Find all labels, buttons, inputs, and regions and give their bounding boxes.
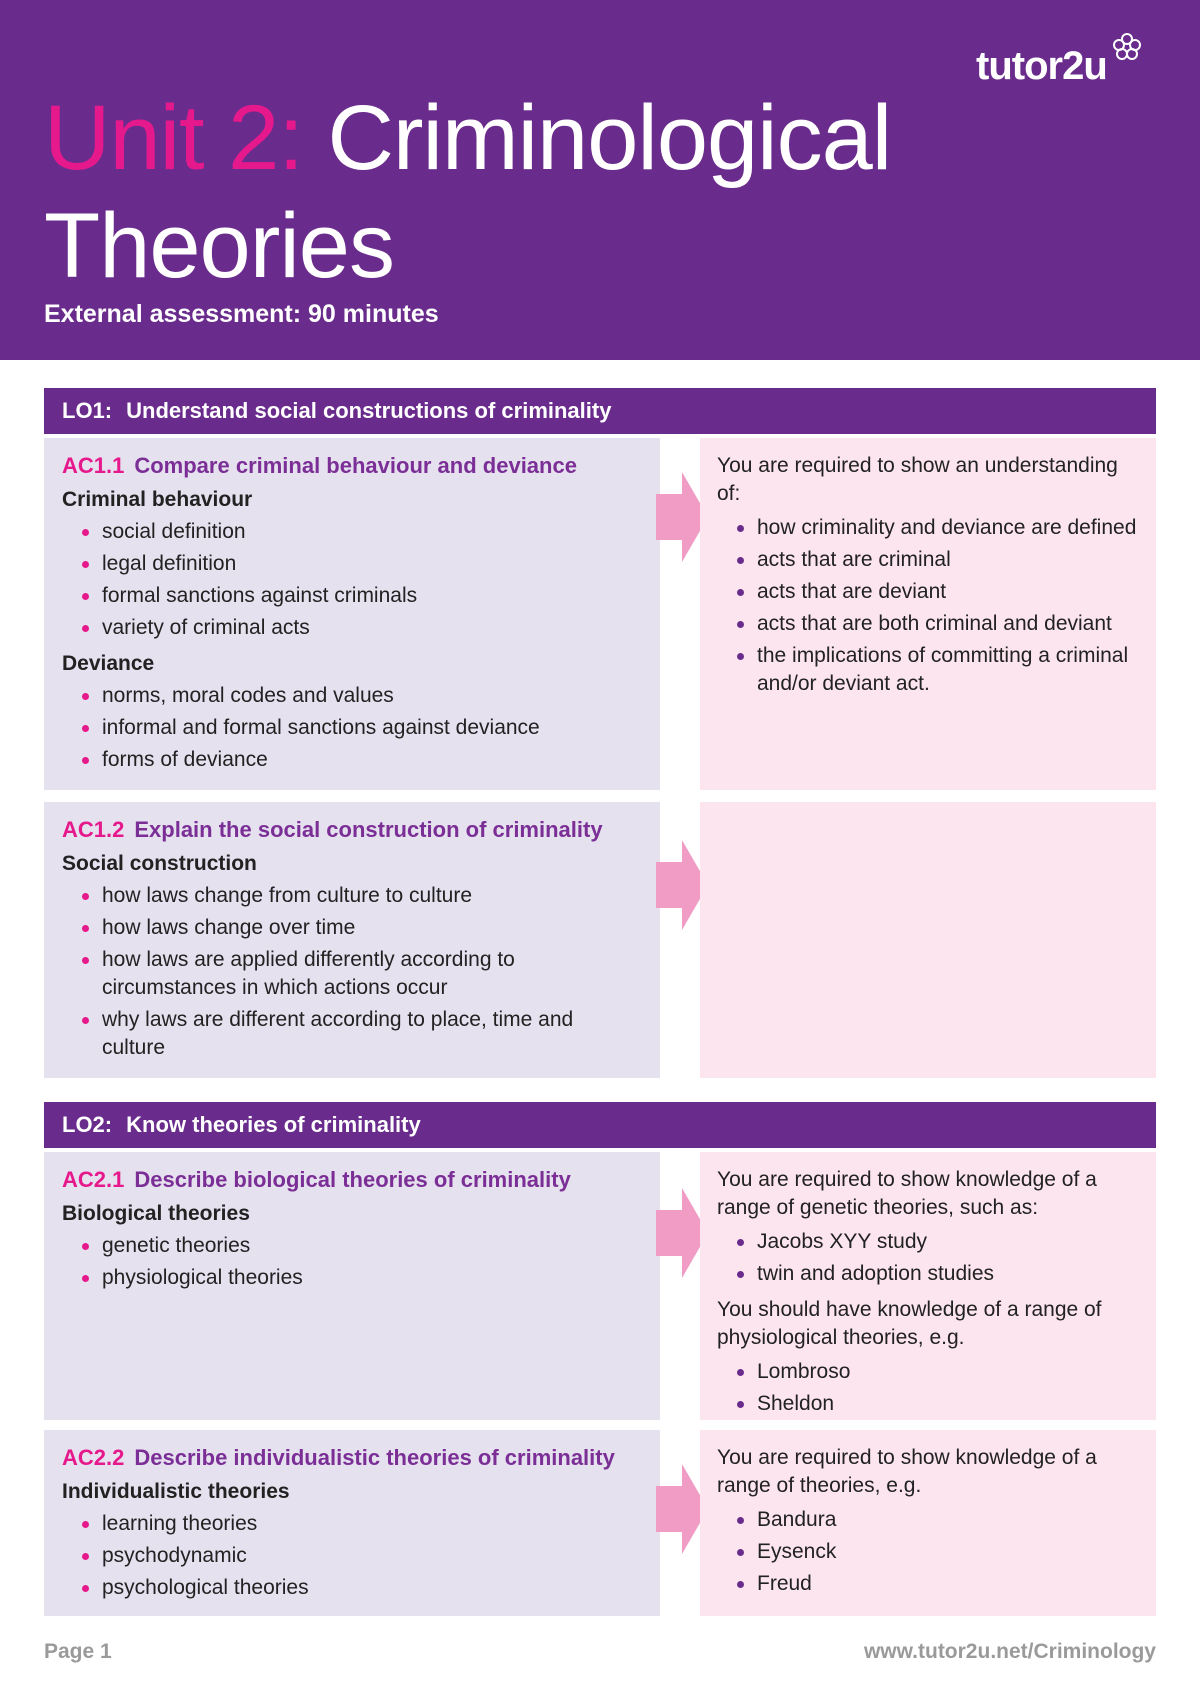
ac2-1-title-text: Describe biological theories of criminality [134,1167,571,1192]
list-item: why laws are different according to place, time and culture [62,1006,642,1062]
page-title [44,84,944,300]
list-item: how criminality and deviance are defined [717,514,1139,542]
lo1-bar [44,388,1156,434]
biological-theories-heading: Biological theories [62,1202,250,1225]
individualistic-theories-list [62,1510,642,1602]
list-item: forms of deviance [62,746,642,774]
theorists-list [717,1506,1139,1598]
ac2-2-requirements [700,1430,1156,1616]
list-item: informal and formal sanctions against deviance [62,714,642,742]
list-item: psychological theories [62,1574,642,1602]
website-url[interactable]: www.tutor2u.net/Criminology [863,1640,1156,1663]
ac2-2-box [44,1430,660,1616]
lo2-code: LO2: [62,1112,113,1137]
deviance-list [62,682,642,774]
genetic-intro: You are required to show knowledge of a range of genetic theories, such as: [717,1168,1097,1219]
ac1-1-title [62,452,642,480]
title-rest: Criminological Theories [44,87,892,297]
page-number: Page 1 [44,1640,112,1663]
list-item: Bandura [717,1506,1139,1534]
flower-icon [1112,32,1142,62]
list-item: acts that are criminal [717,546,1139,574]
ac2-1-requirements [700,1152,1156,1420]
list-item: legal definition [62,550,642,578]
ac2-1-title [62,1166,642,1194]
ac1-1-code: AC1.1 [62,453,125,478]
ac1-2-code: AC1.2 [62,817,125,842]
ac1-1-requirements [700,438,1156,790]
list-item: how laws change from culture to culture [62,882,642,910]
lo1-code: LO1: [62,398,113,423]
ac2-2-code: AC2.2 [62,1445,125,1470]
list-item: learning theories [62,1510,642,1538]
physiological-intro: You should have knowledge of a range of physiological theories, e.g. [717,1298,1102,1349]
criminal-behaviour-list [62,518,642,642]
page-header [0,0,1200,360]
list-item: formal sanctions against criminals [62,582,642,610]
lo2-title: Know theories of criminality [126,1112,421,1137]
ac2-1-box [44,1152,660,1420]
requirements-list [717,514,1139,698]
ac2-2-title-text: Describe individualistic theories of criminality [134,1445,615,1470]
biological-theories-list [62,1232,642,1292]
list-item: the implications of committing a criminal and/or deviant act. [717,642,1139,698]
list-item: Sheldon [717,1390,1139,1418]
list-item: Eysenck [717,1538,1139,1566]
theories-intro: You are required to show knowledge of a range of theories, e.g. [717,1446,1097,1497]
list-item: social definition [62,518,642,546]
list-item: acts that are both criminal and deviant [717,610,1139,638]
ac1-2-requirements [700,802,1156,1078]
list-item: how laws are applied differently according to circumstances in which actions occur [62,946,642,1002]
social-construction-list [62,882,642,1062]
lo2-bar [44,1102,1156,1148]
ac2-1-code: AC2.1 [62,1167,125,1192]
list-item: norms, moral codes and values [62,682,642,710]
ac1-2-title [62,816,642,844]
list-item: acts that are deviant [717,578,1139,606]
lo1-title: Understand social constructions of criminality [126,398,612,423]
title-unit: Unit 2: [44,87,303,189]
individualistic-theories-heading: Individualistic theories [62,1480,290,1503]
social-construction-heading: Social construction [62,852,257,875]
list-item: how laws change over time [62,914,642,942]
list-item: Lombroso [717,1358,1139,1386]
page-subtitle: External assessment: 90 minutes [44,300,439,328]
criminal-behaviour-heading: Criminal behaviour [62,488,253,511]
ac1-1-title-text: Compare criminal behaviour and deviance [134,453,577,478]
list-item: genetic theories [62,1232,642,1260]
physiological-list [717,1358,1139,1418]
ac1-2-title-text: Explain the social construction of criminality [134,817,603,842]
list-item: Freud [717,1570,1139,1598]
requirements-intro: You are required to show an understanding of: [717,454,1118,505]
ac1-2-box [44,802,660,1078]
deviance-heading: Deviance [62,652,155,675]
list-item: variety of criminal acts [62,614,642,642]
ac1-1-box [44,438,660,790]
list-item: psychodynamic [62,1542,642,1570]
list-item: twin and adoption studies [717,1260,1139,1288]
ac2-2-title [62,1444,642,1472]
tutor2u-logo: tutor2u [976,44,1107,88]
list-item: Jacobs XYY study [717,1228,1139,1256]
genetic-list [717,1228,1139,1288]
list-item: physiological theories [62,1264,642,1292]
